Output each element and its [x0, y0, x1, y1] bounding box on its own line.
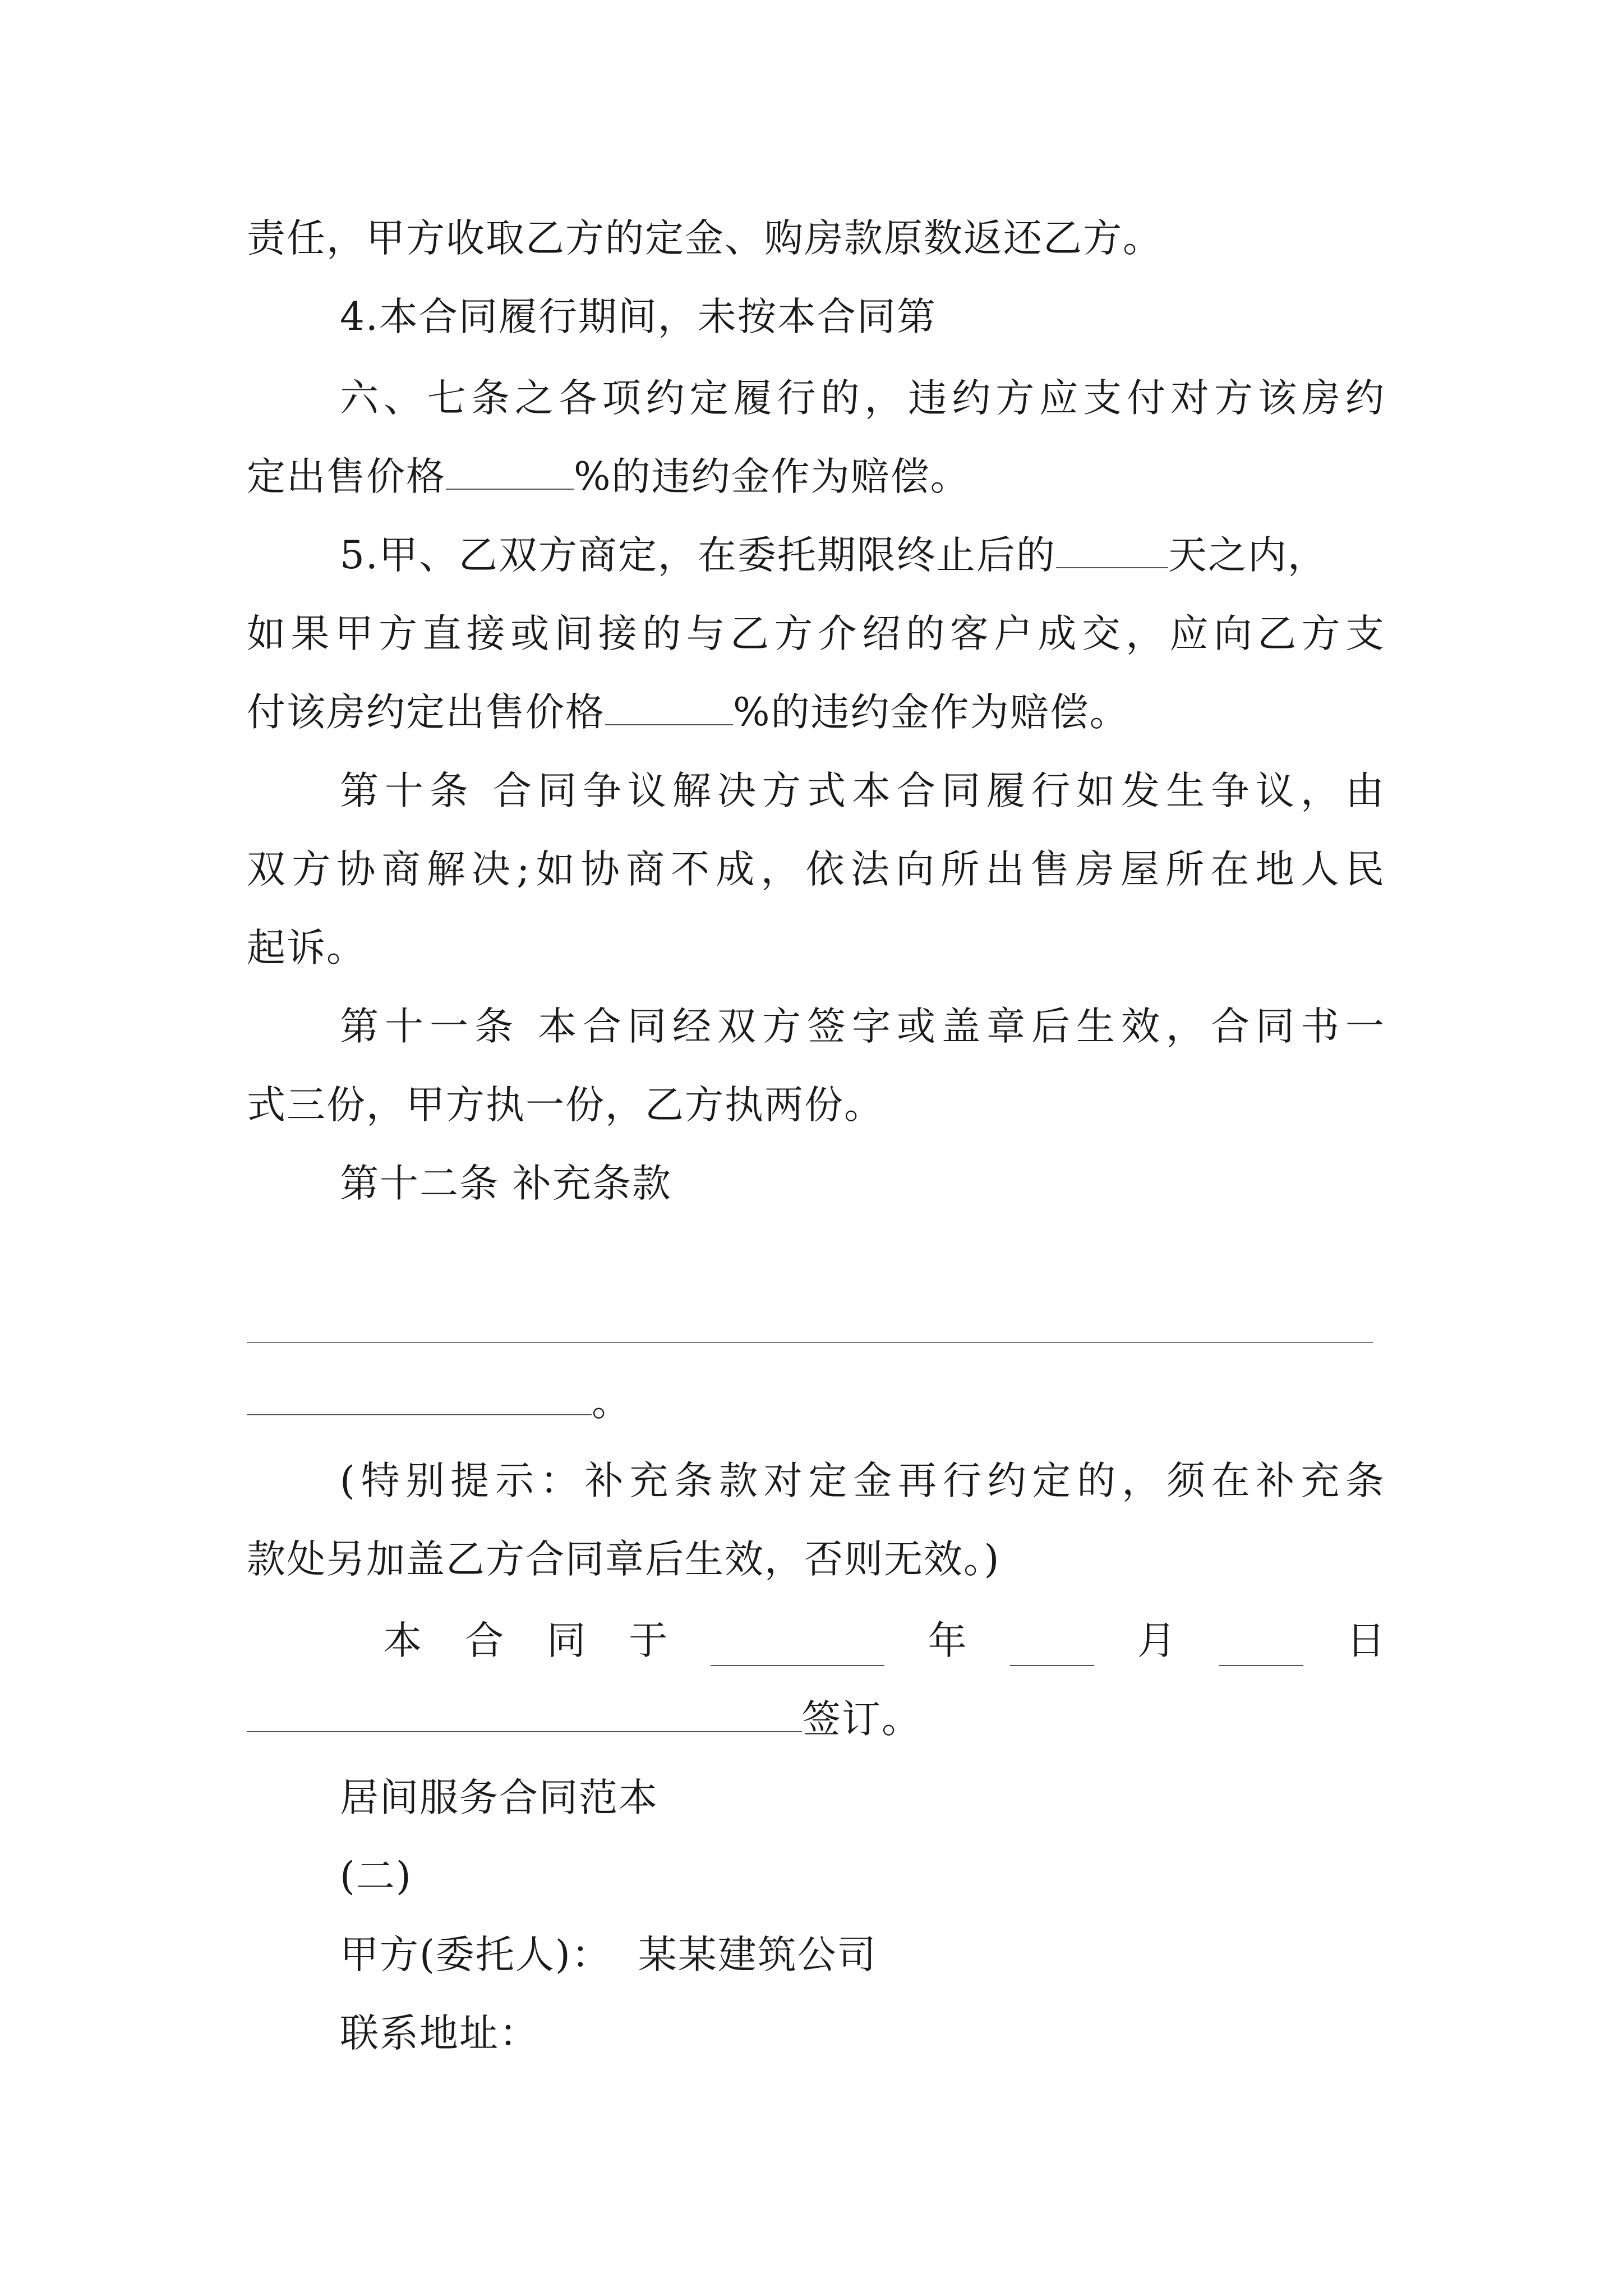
article-10-text: 双方协商解决;如协商不成，依法向所出售房屋所在地人民	[247, 847, 1385, 892]
year-blank	[711, 1630, 884, 1666]
signing-suffix: 签订。	[802, 1697, 921, 1742]
special-note-line-2: 款处另加盖乙方合同章后生效，否则无效。)	[247, 1537, 1000, 1582]
clause-4-penalty	[247, 452, 970, 502]
article-12-heading: 第十二条 补充条款	[340, 1161, 672, 1206]
clause-5-penalty-prefix: 付该房约定出售价格	[247, 690, 605, 735]
days-blank	[1056, 532, 1168, 568]
article-11-text: 式三份，甲方执一份，乙方执两份。	[247, 1083, 884, 1128]
clause-4-prefix: 定出售价格	[247, 454, 446, 499]
clause-5-penalty	[247, 687, 1129, 738]
month-label: 月	[1137, 1618, 1176, 1663]
day-label: 日	[1346, 1618, 1385, 1663]
month-blank	[1010, 1630, 1094, 1666]
section-number: (二)	[340, 1854, 412, 1899]
special-note-line-1: (特别提示：补充条款对定金再行约定的，须在补充条	[340, 1458, 1385, 1503]
signing-char: 同	[547, 1618, 586, 1663]
article-10-end: 起诉。	[247, 926, 366, 970]
signing-place-blank	[247, 1696, 802, 1732]
clause-4-line: 4.本合同履行期间，未按本合同第	[340, 295, 937, 339]
year-label: 年	[928, 1618, 967, 1663]
day-blank	[1219, 1630, 1303, 1666]
clause-5-line	[340, 530, 1327, 581]
contract-title: 居间服务合同范本	[340, 1775, 658, 1820]
supplement-blank-end	[247, 1377, 631, 1428]
supplement-blank	[247, 1379, 592, 1415]
signing-char: 于	[629, 1618, 668, 1663]
supplement-blank-line	[247, 1342, 1373, 1343]
percentage-blank	[446, 454, 574, 490]
article-10-heading: 第十条 合同争议解决方式本合同履行如发生争议，由	[340, 769, 1385, 813]
signing-char: 本	[383, 1618, 422, 1663]
signing-date-row	[247, 1616, 1385, 1666]
signing-char: 合	[465, 1618, 504, 1663]
clause-5-suffix: 天之内，	[1168, 533, 1327, 578]
clause-5-prefix: 5.甲、乙双方商定，在委托期限终止后的	[340, 533, 1056, 578]
signing-place-line	[247, 1694, 921, 1745]
clause-4-suffix: %的违约金作为赔偿。	[574, 454, 970, 499]
article-11-heading: 第十一条 本合同经双方签字或盖章后生效，合同书一	[340, 1004, 1385, 1049]
clause-5-penalty-suffix: %的违约金作为赔偿。	[733, 690, 1129, 735]
clause-5-text: 如果甲方直接或间接的与乙方介绍的客户成交，应向乙方支	[247, 611, 1385, 656]
supplement-period: 。	[592, 1380, 631, 1425]
percentage-blank	[605, 689, 733, 725]
contact-address-line: 联系地址：	[340, 2011, 539, 2056]
party-a-line: 甲方(委托人)： 某某建筑公司	[340, 1932, 877, 1977]
clause-4-text: 六、七条之各项约定履行的，违约方应支付对方该房约	[340, 376, 1385, 421]
paragraph-line: 责任，甲方收取乙方的定金、购房款原数返还乙方。	[247, 216, 1163, 261]
